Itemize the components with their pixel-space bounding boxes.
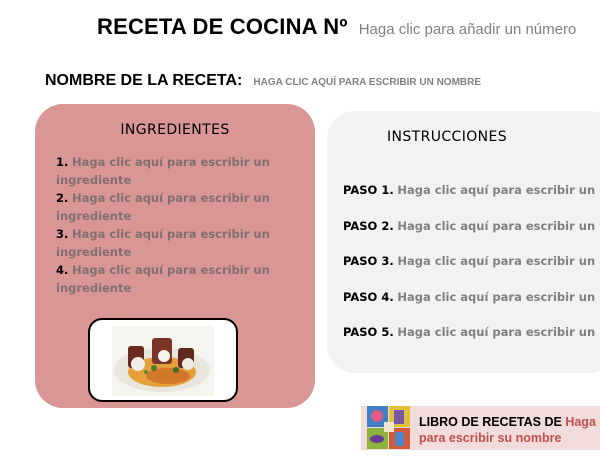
step-placeholder[interactable]: Haga clic aquí para escribir un (397, 183, 596, 197)
ingredient-item[interactable] (56, 225, 296, 261)
step-label: PASO 2. (343, 218, 394, 233)
ingredient-item[interactable] (56, 153, 296, 189)
step-label: PASO 3. (343, 254, 394, 268)
ingredient-number: 2. (56, 191, 69, 205)
instructions-steps (343, 182, 595, 360)
ingredient-number: 3. (56, 227, 69, 241)
recipe-book-icon (366, 404, 412, 452)
recipe-book-text[interactable] (419, 414, 596, 446)
ingredient-placeholder[interactable]: Haga clic aquí para escribir un ingrediente (56, 191, 270, 223)
recipe-name-label: NOMBRE DE LA RECETA: (45, 72, 243, 89)
book-owner-placeholder-1[interactable]: Haga (565, 415, 596, 429)
ingredient-placeholder[interactable]: Haga clic aquí para escribir un ingrediente (56, 155, 270, 187)
food-photo[interactable] (88, 318, 238, 402)
step-placeholder[interactable]: Haga clic aquí para escribir un (397, 254, 596, 268)
recipe-name-row (45, 70, 481, 90)
page-title-row (97, 14, 576, 40)
recipe-number-placeholder[interactable]: Haga clic para añadir un número (358, 21, 577, 38)
food-photo-image (90, 320, 236, 400)
page-title: RECETA DE COCINA Nº (97, 14, 348, 39)
step-label: PASO 1. (343, 183, 394, 197)
ingredient-item[interactable] (56, 189, 296, 225)
step-placeholder[interactable]: Haga clic aquí para escribir un (397, 218, 596, 233)
recipe-book-icon-graphic (366, 404, 412, 452)
step-placeholder[interactable]: Haga clic aquí para escribir un (397, 325, 596, 339)
ingredient-item[interactable] (56, 261, 296, 297)
ingredient-placeholder[interactable]: Haga clic aquí para escribir un ingrediente (56, 263, 270, 295)
ingredient-number: 4. (56, 263, 69, 277)
step-item[interactable] (343, 289, 595, 325)
ingredients-title: INGREDIENTES (120, 122, 230, 138)
instructions-title: INSTRUCCIONES (386, 129, 508, 145)
step-placeholder[interactable]: Haga clic aquí para escribir un (397, 289, 596, 304)
step-item[interactable] (343, 218, 595, 254)
step-item[interactable] (343, 324, 595, 360)
instructions-panel (327, 111, 600, 373)
ingredients-list (56, 153, 296, 297)
step-item[interactable] (343, 182, 595, 218)
recipe-name-placeholder[interactable]: HAGA CLIC AQUÍ PARA ESCRIBIR UN NOMBRE (253, 77, 482, 88)
step-label: PASO 5. (343, 325, 394, 339)
step-label: PASO 4. (343, 289, 394, 304)
step-item[interactable] (343, 253, 595, 289)
book-owner-placeholder-2[interactable]: para escribir su nombre (419, 431, 562, 445)
recipe-book-label: LIBRO DE RECETAS DE (419, 415, 562, 429)
ingredient-number: 1. (56, 155, 69, 169)
ingredient-placeholder[interactable]: Haga clic aquí para escribir un ingrediente (56, 227, 270, 259)
